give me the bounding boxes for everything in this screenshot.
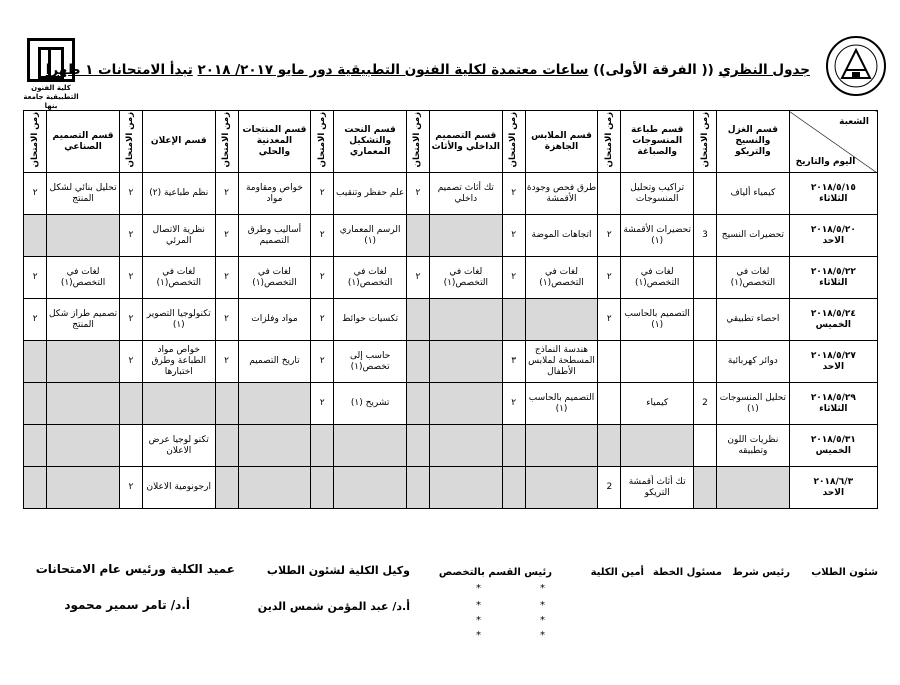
duration-cell: ٢ xyxy=(502,383,525,425)
date-cell xyxy=(789,383,877,425)
duration-cell: ٢ xyxy=(502,173,525,215)
duration-cell: ٣ xyxy=(502,341,525,383)
duration-cell: 2 xyxy=(693,383,716,425)
exam-duration-header xyxy=(406,111,429,173)
subject-cell: تراكيب وتحليل المنسوجات xyxy=(621,173,694,215)
subject-cell xyxy=(47,467,120,509)
subject-cell: تحليل المنسوجات (١) xyxy=(717,383,790,425)
subject-cell: خواص مواد الطباعة وطرق اختبارها xyxy=(142,341,215,383)
table-row xyxy=(24,425,878,467)
exam-duration-header xyxy=(598,111,621,173)
subject-cell: مواد وفلزات xyxy=(238,299,311,341)
date-cell xyxy=(789,341,877,383)
date-cell xyxy=(789,257,877,299)
duration-cell xyxy=(406,341,429,383)
star-mark: * xyxy=(540,615,545,626)
exam-day: الاحد xyxy=(822,235,845,246)
date-cell xyxy=(789,425,877,467)
department-header: قسم التصميم الصناعي xyxy=(47,111,120,173)
duration-cell: ٢ xyxy=(311,215,334,257)
subject-cell: تك أثاث أقمشة التريكو xyxy=(621,467,694,509)
duration-cell xyxy=(24,341,47,383)
exam-day: الثلاثاء xyxy=(819,277,848,288)
sig-dean-name: أ.د/ تامر سمير محمود xyxy=(64,598,190,612)
duration-cell xyxy=(406,467,429,509)
table-row xyxy=(24,341,878,383)
duration-cell: ٢ xyxy=(311,383,334,425)
subject-cell: نظرية الاتصال المرئي xyxy=(142,215,215,257)
subject-cell: تكنو لوجيا عرض الاعلان xyxy=(142,425,215,467)
exam-date: ٢٠١٨/٥/٢٩ xyxy=(810,392,856,403)
duration-cell xyxy=(598,173,621,215)
duration-cell xyxy=(693,173,716,215)
exam-duration-label: زمن الامتحان xyxy=(699,112,710,168)
duration-cell xyxy=(502,425,525,467)
exam-duration-header xyxy=(311,111,334,173)
department-header: قسم طباعة المنسوجات والصباغة xyxy=(621,111,694,173)
duration-cell xyxy=(24,467,47,509)
exam-duration-header xyxy=(502,111,525,173)
date-cell xyxy=(789,215,877,257)
duration-cell: 2 xyxy=(598,467,621,509)
subject-cell: تك أثاث تصميم داخلي xyxy=(430,173,503,215)
duration-cell xyxy=(598,425,621,467)
sig-head-of-unit: رئيس شرط xyxy=(732,567,790,578)
duration-cell: ٢ xyxy=(406,173,429,215)
subject-cell xyxy=(238,425,311,467)
subject-cell: نظريات اللون وتطبيقه xyxy=(717,425,790,467)
exam-date: ٢٠١٨/٦/٣ xyxy=(813,476,854,487)
subject-cell xyxy=(525,425,598,467)
subject-cell: احصاء تطبيقي xyxy=(717,299,790,341)
date-cell xyxy=(789,299,877,341)
subject-cell xyxy=(430,341,503,383)
subject-cell: نظم طباعية (٢) xyxy=(142,173,215,215)
star-mark: * xyxy=(476,615,481,626)
subject-cell xyxy=(621,341,694,383)
subject-cell: لغات في التخصص(١) xyxy=(142,257,215,299)
subject-cell: التصميم بالحاسب (١) xyxy=(621,299,694,341)
duration-cell: ٢ xyxy=(215,341,238,383)
duration-cell: ٢ xyxy=(24,173,47,215)
duration-cell xyxy=(215,467,238,509)
subject-cell: هندسة النماذج المسطحة لملابس الأطفال xyxy=(525,341,598,383)
header-corner-cell xyxy=(789,111,877,173)
exam-duration-label: زمن الامتحان xyxy=(508,112,519,168)
exam-date: ٢٠١٨/٥/١٥ xyxy=(810,182,856,193)
page-title xyxy=(45,62,810,78)
exam-duration-label: زمن الامتحان xyxy=(29,112,40,168)
duration-cell: ٢ xyxy=(311,257,334,299)
subject-cell: تاريخ التصميم xyxy=(238,341,311,383)
university-seal xyxy=(824,34,888,98)
subject-cell xyxy=(238,383,311,425)
duration-cell: ٢ xyxy=(215,299,238,341)
star-mark: * xyxy=(476,583,481,594)
exam-duration-header xyxy=(24,111,47,173)
duration-cell: ٢ xyxy=(502,257,525,299)
subject-cell xyxy=(47,425,120,467)
exam-duration-label: زمن الامتحان xyxy=(316,112,327,168)
table-row xyxy=(24,467,878,509)
date-cell xyxy=(789,173,877,215)
exam-duration-header xyxy=(693,111,716,173)
duration-cell: ٢ xyxy=(311,299,334,341)
title-description: ساعات معتمدة لكلية الفنون التطبيقية دور مايو ٢٠١٧/ ٢٠١٨ xyxy=(197,62,589,78)
subject-cell: تحضيرات الأقمشة (١) xyxy=(621,215,694,257)
subject-cell: التصميم بالحاسب (١) xyxy=(525,383,598,425)
sig-student-affairs: شئون الطلاب xyxy=(811,567,878,578)
star-mark: * xyxy=(540,583,545,594)
duration-cell: ٢ xyxy=(119,341,142,383)
department-header: قسم الغزل والنسيج والتريكو xyxy=(717,111,790,173)
subject-cell xyxy=(334,467,407,509)
exam-duration-label: زمن الامتحان xyxy=(221,112,232,168)
subject-cell xyxy=(430,383,503,425)
star-mark: * xyxy=(476,630,481,641)
duration-cell: ٢ xyxy=(215,215,238,257)
subject-cell: علم حفظر وتنقيب xyxy=(334,173,407,215)
subject-cell: لغات في التخصص(١) xyxy=(430,257,503,299)
duration-cell: ٢ xyxy=(598,215,621,257)
subject-cell: لغات في التخصص(١) xyxy=(525,257,598,299)
duration-cell: ٢ xyxy=(24,257,47,299)
table-header-row xyxy=(24,111,878,173)
subject-cell: ارجونومية الاعلان xyxy=(142,467,215,509)
sig-dean: عميد الكلية ورئيس عام الامتحانات xyxy=(35,562,235,576)
exam-day: الاحد xyxy=(822,361,845,372)
subject-cell: لغات في التخصص(١) xyxy=(717,257,790,299)
duration-cell: ٢ xyxy=(598,299,621,341)
subject-cell xyxy=(621,425,694,467)
exam-day: الخميس xyxy=(815,445,852,456)
sig-head-of-department: رئيس القسم بالتخصص xyxy=(438,567,552,578)
department-header: قسم المنتجات المعدنية والحلي xyxy=(238,111,311,173)
duration-cell xyxy=(311,425,334,467)
exam-date: ٢٠١٨/٥/٢٠ xyxy=(810,224,856,235)
sig-vice-dean: وكيل الكلية لشئون الطلاب xyxy=(266,564,410,577)
subject-cell xyxy=(430,467,503,509)
star-mark: * xyxy=(540,600,545,611)
duration-cell xyxy=(119,383,142,425)
department-header: قسم النحت والتشكيل المعماري xyxy=(334,111,407,173)
duration-cell: ٢ xyxy=(215,257,238,299)
department-header: قسم الملابس الجاهزة xyxy=(525,111,598,173)
exam-duration-header xyxy=(215,111,238,173)
subject-cell: تكنولوجيا التصوير (١) xyxy=(142,299,215,341)
duration-cell xyxy=(119,425,142,467)
college-logo-text: كلية الفنون التطبيقية جامعة بنها xyxy=(23,84,79,110)
subject-cell: لغات في التخصص(١) xyxy=(47,257,120,299)
duration-cell xyxy=(693,299,716,341)
exam-day: الثلاثاء xyxy=(819,193,848,204)
duration-cell xyxy=(406,215,429,257)
subject-cell xyxy=(47,215,120,257)
duration-cell xyxy=(215,383,238,425)
exam-day: الخميس xyxy=(815,319,852,330)
subject-cell: أساليب وطرق التصميم xyxy=(238,215,311,257)
subject-cell xyxy=(47,341,120,383)
subject-cell: حاسب إلى تخصص(١) xyxy=(334,341,407,383)
duration-cell xyxy=(311,467,334,509)
duration-cell: ٢ xyxy=(119,173,142,215)
subject-cell: خواص ومقاومة مواد xyxy=(238,173,311,215)
sig-plan-officer: مسئول الخطة xyxy=(652,567,722,578)
sig-vice-dean-name: أ.د/ عبد المؤمن شمس الدين xyxy=(257,600,410,613)
table-row xyxy=(24,215,878,257)
duration-cell xyxy=(215,425,238,467)
duration-cell: ٢ xyxy=(119,299,142,341)
duration-cell: ٢ xyxy=(24,299,47,341)
duration-cell xyxy=(24,425,47,467)
subject-cell xyxy=(717,467,790,509)
subject-cell xyxy=(525,467,598,509)
header-corner-branch-label: الشعبة xyxy=(839,117,869,127)
subject-cell: لغات في التخصص(١) xyxy=(238,257,311,299)
subject-cell: تحضيرات النسيج xyxy=(717,215,790,257)
exam-schedule-table xyxy=(23,110,878,509)
duration-cell xyxy=(406,425,429,467)
subject-cell: لغات في التخصص(١) xyxy=(334,257,407,299)
department-header: قسم التصميم الداخلي والأثاث xyxy=(430,111,503,173)
subject-cell: اتجاهات الموضة xyxy=(525,215,598,257)
subject-cell: تحليل بنائي لشكل المنتج xyxy=(47,173,120,215)
duration-cell: ٢ xyxy=(406,257,429,299)
star-mark: * xyxy=(476,600,481,611)
duration-cell xyxy=(598,383,621,425)
table-row xyxy=(24,257,878,299)
exam-duration-header xyxy=(119,111,142,173)
subject-cell xyxy=(525,299,598,341)
table-row xyxy=(24,383,878,425)
duration-cell: ٢ xyxy=(119,215,142,257)
duration-cell xyxy=(24,383,47,425)
duration-cell xyxy=(502,467,525,509)
department-header: قسم الإعلان xyxy=(142,111,215,173)
duration-cell xyxy=(693,341,716,383)
subject-cell xyxy=(430,299,503,341)
duration-cell xyxy=(502,299,525,341)
duration-cell xyxy=(693,257,716,299)
subject-cell xyxy=(334,425,407,467)
subject-cell xyxy=(430,215,503,257)
sig-college-secretary: أمين الكلية xyxy=(590,567,644,578)
subject-cell xyxy=(47,383,120,425)
title-start-time: تبدأ الامتحانات ١ ظهرا xyxy=(45,62,193,78)
duration-cell: ٢ xyxy=(215,173,238,215)
subject-cell: لغات في التخصص(١) xyxy=(621,257,694,299)
exam-date: ٢٠١٨/٥/٢٤ xyxy=(810,308,856,319)
title-main: جدول النظري xyxy=(718,62,810,78)
subject-cell: كيمياء ألياف xyxy=(717,173,790,215)
exam-duration-label: زمن الامتحان xyxy=(603,112,614,168)
exam-date: ٢٠١٨/٥/٢٧ xyxy=(810,350,856,361)
header-corner-date-label: اليوم والتاريخ xyxy=(795,157,856,168)
exam-day: الاحد xyxy=(822,487,845,498)
duration-cell xyxy=(406,299,429,341)
duration-cell: ٢ xyxy=(119,257,142,299)
duration-cell: ٢ xyxy=(119,467,142,509)
exam-duration-label: زمن الامتحان xyxy=(125,112,136,168)
duration-cell: ٢ xyxy=(311,341,334,383)
subject-cell xyxy=(430,425,503,467)
star-mark: * xyxy=(540,630,545,641)
subject-cell: دوائر كهربائية xyxy=(717,341,790,383)
table-row xyxy=(24,173,878,215)
duration-cell: 3 xyxy=(693,215,716,257)
table-row xyxy=(24,299,878,341)
exam-date: ٢٠١٨/٥/٢٢ xyxy=(810,266,856,277)
duration-cell: ٢ xyxy=(598,257,621,299)
title-year-group: (( الفرقة الأولى)) xyxy=(593,62,714,78)
duration-cell xyxy=(406,383,429,425)
duration-cell xyxy=(598,341,621,383)
subject-cell: تصميم طراز شكل المنتج xyxy=(47,299,120,341)
subject-cell: تشريح (١) xyxy=(334,383,407,425)
duration-cell xyxy=(693,467,716,509)
exam-date: ٢٠١٨/٥/٣١ xyxy=(810,434,856,445)
date-cell xyxy=(789,467,877,509)
subject-cell xyxy=(238,467,311,509)
duration-cell: ٢ xyxy=(502,215,525,257)
duration-cell xyxy=(693,425,716,467)
subject-cell: تكسيات حوائط xyxy=(334,299,407,341)
subject-cell: طرق فحص وجودة الأقمشة xyxy=(525,173,598,215)
subject-cell xyxy=(142,383,215,425)
exam-day: الثلاثاء xyxy=(819,403,848,414)
exam-duration-label: زمن الامتحان xyxy=(412,112,423,168)
duration-cell xyxy=(24,215,47,257)
subject-cell: الرسم المعماري (١) xyxy=(334,215,407,257)
subject-cell: كيمياء xyxy=(621,383,694,425)
duration-cell: ٢ xyxy=(311,173,334,215)
